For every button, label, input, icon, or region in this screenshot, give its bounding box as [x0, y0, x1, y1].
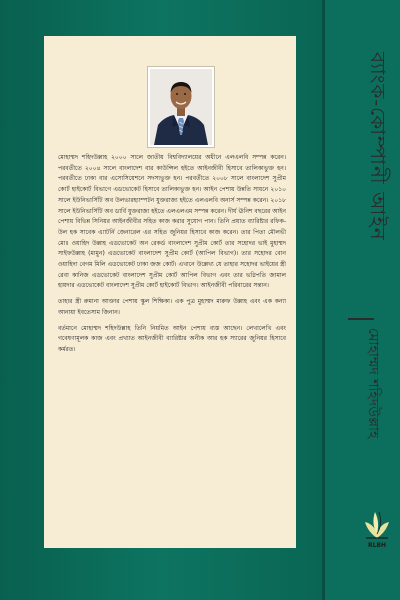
spine-edge — [322, 0, 325, 600]
publisher-logo-text: RLBH — [367, 542, 387, 549]
bio-paragraph-current: বর্তমানে মোহাম্মদ শহিদউল্লাহ তিনি নিয়মিত আইন পেশায় ব্যস্ত আছেন। লেখালেখি এবং গবেষণামূলক কাজ এবং প্রখ্যাত আইনজীবী ব্যারিষ্টার অনীক আর হক স্যারের জুনিয়র হিসাবে কর্মরত। — [58, 324, 286, 353]
spine-title: ব্যাংক-কোম্পানী আইন — [366, 52, 390, 241]
spine-author: মোহাম্মদ শহিদউল্লাহ — [365, 328, 381, 439]
bio-paragraph-career: মোহাম্মদ শহিদউল্লাহ ২০০০ সালে জাতীয় বিশ্ববিদ্যালয়ের অধীনে এলএলবি সম্পন্ন করেন। পরবর্তীতে ২০০৪ সালে বাংলাদেশ বার কাউন্সিল হইতে আইনজীবী হিসাবে তালিকাভুক্ত হন। পরবর্তীতে ঢাকা বার এসোসিয়েশনে সদস্যভুক্ত হন। পরবর্তীতে ২০০৮ সালে বাংলাদেশ সুপ্রীম কোর্ট হাইকোর্ট বিভাগে এডভোকেট হিসাবে তালিকাভুক্ত হন। আইন পেশায় উন্নতি সাধনে ২০১০ সালে ইউনিভার্সিটি অব উলভারহ্যাম্পটন যুক্তরাজ্য হইতে এলএলবি অনার্স সম্পন্ন করেন। ২০১৮ সালে ইউনিভার্সিটি অব ডার্বি যুক্তরাজ্য হইতে এলএলএম সম্পন্ন করেন। দীর্ঘ ঊনিশ বছরের আইন পেশায় বিভিন্ন সিনিয়র আইনজীবীর সহিত কাজ করার সুযোগ পান। তিনি প্রয়াত ব্যারিষ্টার রফিক-উল হক সাবেক এ্যাটর্নি জেনারেল এর সহিত জুনিয়র হিসাবে কাজ করেন। তার পিতা মৌলভী মোঃ ওয়াহিদ উল্লাহ এডভোকেট অন রেকর্ড বাংলাদেশ সুপ্রীম কোর্ট তার সহোদর ভাই মুহাম্মদ সাইফউল্লাহ (মামুন) এডভোকেট বাংলাদেশ সুপ্রীম কোর্ট (আপিল বিভাগ)। তার সহোদর বোন ওয়াহিদা বেগম মিলি এডভোকেট ঢাকা জজ কোর্ট। এখানে উল্লেখ্য যে তাহার সহোদর ভাইয়ের স্ত্রী রেবা কানিজ এডভোকেট বাংলাদেশ সুপ্রীম কোর্ট আপিল বিভাগ এবং তার ভগ্নিপতি জামাল হায়দার এডভোকেট বাংলাদেশ সুপ্রীম কোর্ট হাইকোর্ট বিভাগ। আইনজীবী পরিবারের সন্তান। — [58, 154, 286, 290]
bio-paragraph-family: তাহার স্ত্রী রুমানা আক্তার পেশায় স্কুল শিক্ষিকা। এক পুত্র মুহাম্মদ মারুফ উল্লাহ এবং এক কন্যা আনায়া ইবতেসাম জিনান। — [58, 298, 286, 316]
author-bio-panel — [44, 36, 296, 548]
spine-divider — [348, 318, 374, 320]
publisher-logo — [362, 508, 392, 556]
book-leaf-icon — [362, 508, 392, 542]
author-bio-text — [58, 153, 286, 356]
author-photo — [148, 67, 214, 147]
